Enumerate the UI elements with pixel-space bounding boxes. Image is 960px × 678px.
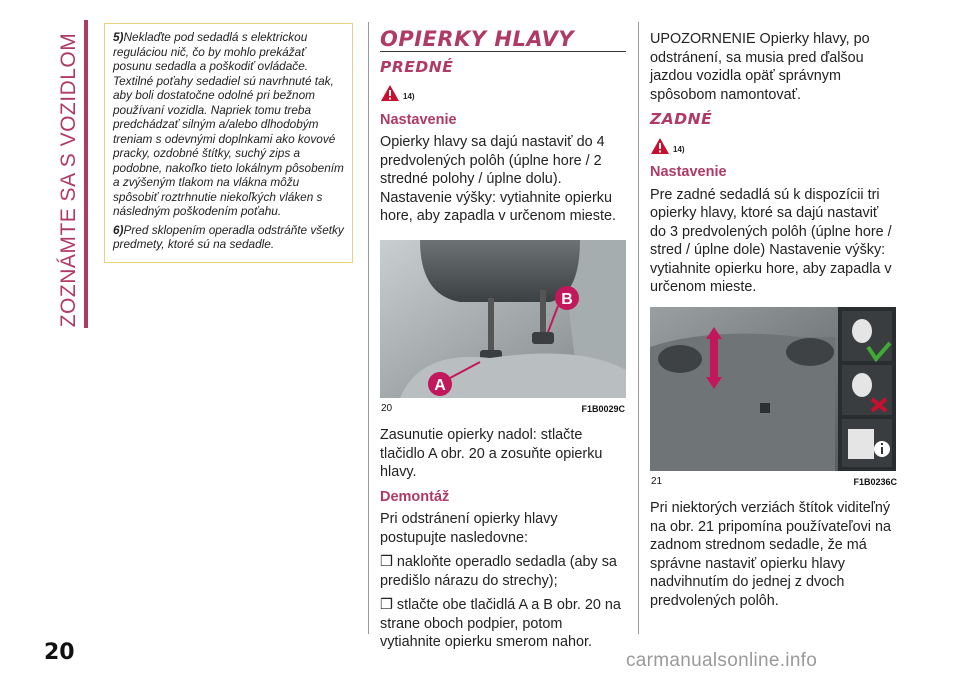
note-6: 6)Pred sklopením operadla odstráňte všetky predmety, ktoré sú na sedadle. bbox=[113, 222, 344, 251]
figure-21 bbox=[650, 307, 898, 492]
section-side-bar bbox=[84, 20, 88, 328]
subsection-front: PREDNÉ bbox=[380, 57, 454, 76]
remove-step-1: ❒ nakloňte operadlo sedadla (aby sa predišlo nárazu do strechy); bbox=[380, 554, 617, 589]
figure-21-image bbox=[650, 307, 896, 471]
section-side-title: ZOZNÁMTE SA S VOZIDLOM bbox=[57, 32, 80, 327]
figure-20-image bbox=[380, 240, 626, 398]
figure-caption: 20 F1B0029C bbox=[381, 402, 625, 414]
warning-text: UPOZORNENIE Opierky hlavy, po odstránení, sa musia pred ďalšou jazdou vozidla opäť správnym spôsobom namontovať. bbox=[650, 31, 870, 103]
subsection-rear: ZADNÉ bbox=[650, 110, 713, 128]
figure-label-b: B bbox=[561, 290, 573, 308]
section-title: OPIERKY HLAVY bbox=[380, 30, 626, 52]
page-number: 20 bbox=[44, 640, 75, 665]
column-front-headrests bbox=[380, 27, 626, 658]
figure-caption: 21 F1B0236C bbox=[651, 475, 897, 487]
warning-reference: 14) bbox=[380, 80, 626, 107]
warning-reference: 14) bbox=[650, 133, 898, 160]
adjust-text: Opierky hlavy sa dajú nastaviť do 4 predvolených polôh (úplne hore / 2 stredné polohy / úplne dolu). Nastavenie výšky: vytiahnite opierku hore, aby zapadla v určenom mieste. bbox=[380, 134, 616, 224]
heading-remove: Demontáž bbox=[380, 488, 450, 505]
adjust-text: Pre zadné sedadlá sú k dispozícii tri opierky hlavy, ktoré sa dajú nastaviť do 3 predvolených polôh (úplne hore / stred / úplne dole) Nastavenie výšky: vytiahnite opierku hore, aby zapadla v určenom mieste. bbox=[650, 186, 892, 295]
heading-adjust: Nastavenie bbox=[380, 111, 457, 128]
column-divider bbox=[638, 22, 639, 634]
notes-box bbox=[104, 23, 353, 263]
bottom-text: Pri niektorých verziách štítok viditeľný na obr. 21 pripomína používateľovi na zadnom strednom sedadle, že má správne nastaviť opierku hlavy nadvihnutím do jednej z dvoch predvolených polôh. bbox=[650, 500, 892, 609]
column-divider bbox=[368, 22, 369, 634]
heading-adjust: Nastavenie bbox=[650, 164, 727, 180]
watermark: carmanualsonline.info bbox=[626, 650, 818, 671]
remove-intro: Pri odstránení opierky hlavy postupujte nasledovne: bbox=[380, 511, 558, 546]
figure-label-a: A bbox=[434, 376, 446, 394]
note-5: 5)Neklaďte pod sedadlá s elektrickou reguláciou nič, čo by mohlo prekážať posunu sedadla a poškodiť ovládače. Textilné poťahy sedadiel sú navrhnuté tak, aby boli dostatočne odolné pri bežnom používaní vozidla. Napriek tomu treba predchádzať silným a/alebo dlhodobým treniam s odevnými doplnkami ako kovové pracky, ozdobné štítky, suchý zips a podobne, nakoľko tieto lokálnym pôsobením a zvýšeným tlakom na vlákna môžu spôsobiť roztrhnutie niekoľkých vláken s následným poškodením poťahu. bbox=[113, 30, 344, 218]
remove-step-2: ❒ stlačte obe tlačidlá A a B obr. 20 na strane oboch podpier, potom vytiahnite opierku smerom nahor. bbox=[380, 597, 621, 650]
lower-text: Zasunutie opierky nadol: stlačte tlačidlo A obr. 20 a zosuňte opierku hlavy. bbox=[380, 427, 603, 480]
column-rear-headrests bbox=[650, 30, 898, 616]
warning-icon bbox=[650, 137, 670, 155]
figure-20 bbox=[380, 240, 626, 419]
warning-icon bbox=[380, 84, 400, 102]
